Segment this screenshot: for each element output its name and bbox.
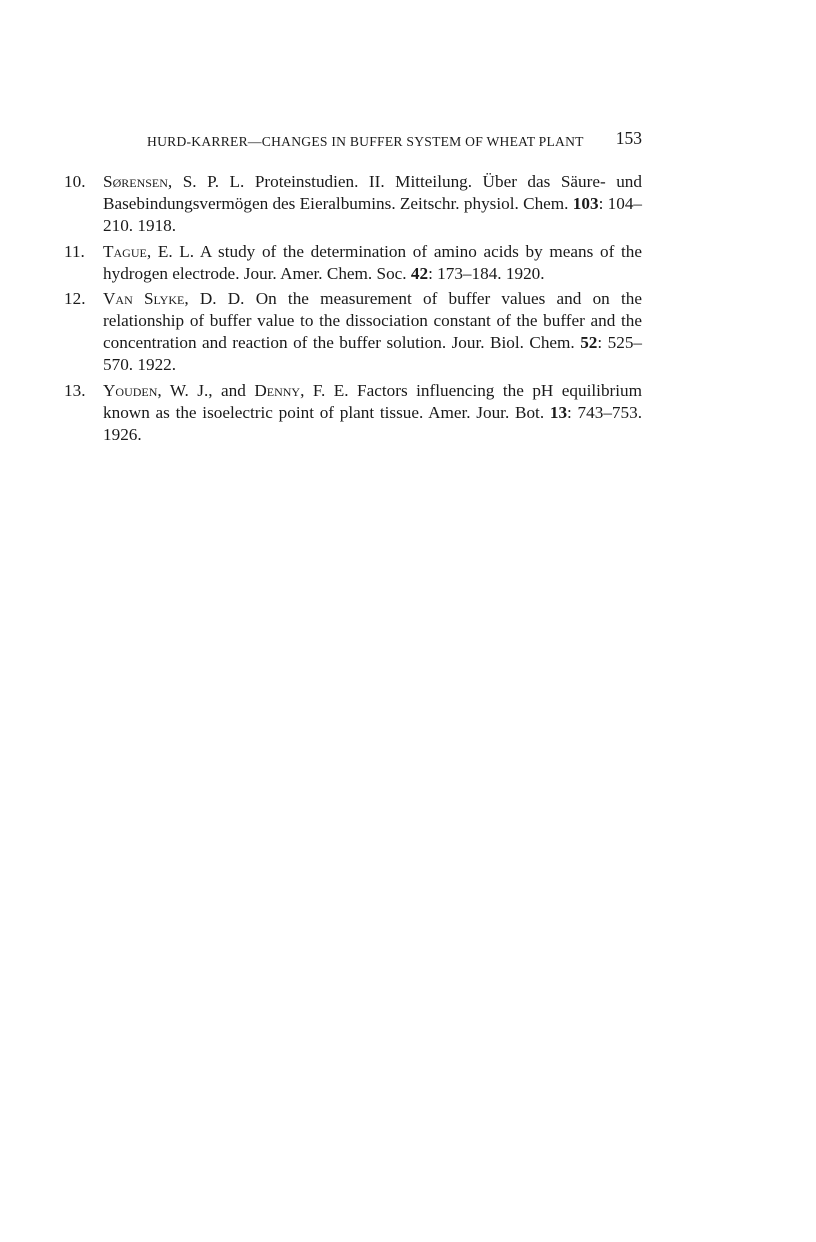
author-name: ørensen	[112, 172, 168, 191]
author-name-initial: Y	[103, 380, 116, 400]
coauthor-name: enny	[266, 380, 301, 400]
reference-pages-year: : 743–753. 1926.	[103, 402, 643, 444]
running-title: HURD-KARRER—CHANGES IN BUFFER SYSTEM OF WHEAT PLANT	[147, 134, 584, 149]
reference-item	[64, 288, 642, 376]
reference-item	[64, 241, 642, 285]
author-name-initial: V	[103, 289, 116, 308]
author-initials: , S. P. L.	[167, 172, 245, 191]
reference-pages-year: : 173–184. 1920.	[428, 263, 545, 283]
reference-volume: 42	[410, 263, 429, 283]
reference-item	[64, 380, 642, 446]
reference-item	[64, 171, 642, 237]
author-name-initial: T	[103, 241, 114, 261]
reference-number: 10.	[64, 172, 86, 191]
reference-number: 13.	[64, 380, 86, 400]
reference-volume: 103	[572, 194, 599, 213]
author-initials: , D. D.	[184, 289, 245, 308]
author-initials: , E. L.	[146, 241, 195, 261]
author-name: an Slyke	[115, 289, 185, 308]
reference-text: On the measurement of buffer values and on the relationship of buffer value to the dissociation constant of the buffer and the concentration and reaction of the buffer solution. Jour. Biol. Chem.	[103, 289, 642, 352]
author-name: ouden	[115, 380, 158, 400]
author-name: ague	[113, 241, 147, 261]
coauthor-initials: , F. E.	[300, 380, 349, 400]
reference-volume: 13	[549, 402, 568, 422]
reference-list	[64, 171, 642, 449]
reference-pages-year: : 104–210. 1918.	[103, 194, 643, 235]
reference-text: Factors influencing the pH equilibrium known as the isoelectric point of plant tissue. Amer. Jour. Bot.	[103, 380, 643, 422]
author-initials: , W. J., and	[157, 380, 255, 400]
running-head	[147, 128, 642, 152]
coauthor-name-initial: D	[254, 380, 267, 400]
reference-text: A study of the determination of amino acids by means of the hydrogen electrode. Jour. Amer. Chem. Soc.	[103, 241, 642, 283]
reference-text: Proteinstudien. II. Mitteilung. Über das Säure- und Basebindungsvermögen des Eieralbumins. Zeitschr. physiol. Chem.	[103, 172, 642, 213]
reference-volume: 52	[580, 333, 598, 352]
page-number: 153	[615, 128, 642, 148]
author-name-initial: S	[103, 172, 113, 191]
reference-pages-year: : 525–570. 1922.	[103, 333, 643, 374]
reference-number: 11.	[64, 241, 85, 261]
reference-number: 12.	[64, 289, 86, 308]
